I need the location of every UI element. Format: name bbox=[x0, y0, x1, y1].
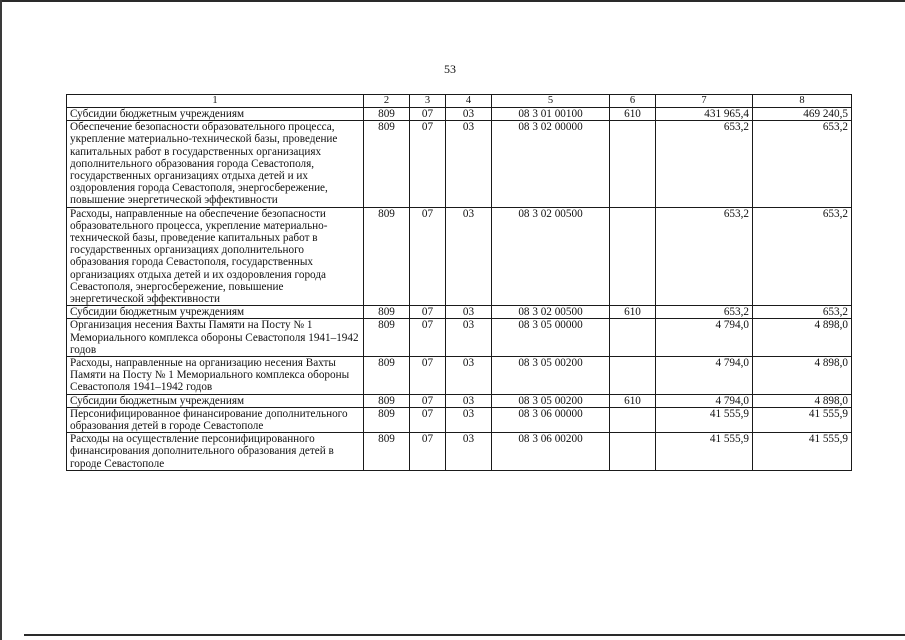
table-row bbox=[67, 306, 852, 319]
cell-ministry-code: 809 bbox=[364, 407, 410, 432]
header-col-7: 7 bbox=[656, 95, 753, 108]
cell-subsection: 03 bbox=[446, 433, 492, 471]
table-row bbox=[67, 394, 852, 407]
table-row bbox=[67, 121, 852, 207]
cell-amount-year-1: 653,2 bbox=[656, 121, 753, 207]
cell-ministry-code: 809 bbox=[364, 319, 410, 357]
cell-ministry-code: 809 bbox=[364, 357, 410, 395]
cell-expense-type bbox=[610, 357, 656, 395]
cell-target-article: 08 3 05 00000 bbox=[492, 319, 610, 357]
cell-subsection: 03 bbox=[446, 207, 492, 306]
page-number: 53 bbox=[444, 62, 456, 76]
cell-name: Расходы, направленные на организацию несения Вахты Памяти на Посту № 1 Мемориального комплекса обороны Севастополя 1941–1942 годов bbox=[67, 357, 364, 395]
table-row bbox=[67, 207, 852, 306]
cell-amount-year-1: 653,2 bbox=[656, 306, 753, 319]
cell-ministry-code: 809 bbox=[364, 121, 410, 207]
table-row bbox=[67, 108, 852, 121]
cell-expense-type: 610 bbox=[610, 108, 656, 121]
cell-section: 07 bbox=[410, 207, 446, 306]
cell-target-article: 08 3 06 00200 bbox=[492, 433, 610, 471]
cell-subsection: 03 bbox=[446, 121, 492, 207]
cell-name: Обеспечение безопасности образовательного процесса, укрепление материально-технической базы, проведение капитальных работ в государственных организациях дополнительного образования города Севастополя, государственных организациях отдыха детей и их оздоровления города Севастополя, энергосбережение, повышение энергетической эффективности bbox=[67, 121, 364, 207]
cell-target-article: 08 3 01 00100 bbox=[492, 108, 610, 121]
cell-ministry-code: 809 bbox=[364, 306, 410, 319]
cell-ministry-code: 809 bbox=[364, 394, 410, 407]
cell-section: 07 bbox=[410, 407, 446, 432]
table-row bbox=[67, 407, 852, 432]
table-row bbox=[67, 357, 852, 395]
cell-section: 07 bbox=[410, 394, 446, 407]
cell-amount-year-1: 41 555,9 bbox=[656, 433, 753, 471]
cell-amount-year-2: 653,2 bbox=[753, 207, 852, 306]
header-col-2: 2 bbox=[364, 95, 410, 108]
header-col-4: 4 bbox=[446, 95, 492, 108]
cell-subsection: 03 bbox=[446, 306, 492, 319]
scan-border-top bbox=[0, 0, 905, 2]
cell-expense-type: 610 bbox=[610, 394, 656, 407]
cell-target-article: 08 3 02 00000 bbox=[492, 121, 610, 207]
table-row bbox=[67, 433, 852, 471]
cell-section: 07 bbox=[410, 108, 446, 121]
cell-amount-year-2: 41 555,9 bbox=[753, 433, 852, 471]
cell-amount-year-1: 41 555,9 bbox=[656, 407, 753, 432]
cell-expense-type bbox=[610, 121, 656, 207]
cell-subsection: 03 bbox=[446, 407, 492, 432]
cell-name: Субсидии бюджетным учреждениям bbox=[67, 108, 364, 121]
header-col-5: 5 bbox=[492, 95, 610, 108]
cell-section: 07 bbox=[410, 306, 446, 319]
cell-section: 07 bbox=[410, 319, 446, 357]
header-col-6: 6 bbox=[610, 95, 656, 108]
cell-subsection: 03 bbox=[446, 357, 492, 395]
cell-name: Расходы, направленные на обеспечение безопасности образовательного процесса, укрепление материально-технической базы, проведение капитальных работ в государственных организациях дополнительного образования города Севастополя, государственных организациях отдыха детей и их оздоровления города Севастополя, энергосбережение, повышение энергетической эффективности bbox=[67, 207, 364, 306]
table-row bbox=[67, 319, 852, 357]
cell-expense-type bbox=[610, 207, 656, 306]
cell-amount-year-1: 431 965,4 bbox=[656, 108, 753, 121]
cell-ministry-code: 809 bbox=[364, 433, 410, 471]
cell-name: Расходы на осуществление персонифицированного финансирования дополнительного образования детей в городе Севастополе bbox=[67, 433, 364, 471]
table-header-row bbox=[67, 95, 852, 108]
cell-subsection: 03 bbox=[446, 319, 492, 357]
cell-target-article: 08 3 02 00500 bbox=[492, 207, 610, 306]
cell-amount-year-2: 4 898,0 bbox=[753, 394, 852, 407]
cell-subsection: 03 bbox=[446, 394, 492, 407]
header-col-8: 8 bbox=[753, 95, 852, 108]
cell-amount-year-2: 4 898,0 bbox=[753, 357, 852, 395]
cell-amount-year-2: 41 555,9 bbox=[753, 407, 852, 432]
cell-amount-year-2: 469 240,5 bbox=[753, 108, 852, 121]
cell-amount-year-1: 653,2 bbox=[656, 207, 753, 306]
cell-name: Субсидии бюджетным учреждениям bbox=[67, 394, 364, 407]
scan-border-bottom bbox=[24, 634, 905, 636]
cell-section: 07 bbox=[410, 433, 446, 471]
cell-ministry-code: 809 bbox=[364, 207, 410, 306]
cell-name: Субсидии бюджетным учреждениям bbox=[67, 306, 364, 319]
cell-expense-type bbox=[610, 407, 656, 432]
header-col-3: 3 bbox=[410, 95, 446, 108]
cell-expense-type: 610 bbox=[610, 306, 656, 319]
cell-subsection: 03 bbox=[446, 108, 492, 121]
cell-section: 07 bbox=[410, 121, 446, 207]
budget-table bbox=[66, 94, 852, 471]
cell-target-article: 08 3 05 00200 bbox=[492, 357, 610, 395]
cell-expense-type bbox=[610, 433, 656, 471]
cell-name: Персонифицированное финансирование дополнительного образования детей в городе Севастополе bbox=[67, 407, 364, 432]
cell-amount-year-2: 653,2 bbox=[753, 121, 852, 207]
cell-target-article: 08 3 05 00200 bbox=[492, 394, 610, 407]
cell-amount-year-2: 4 898,0 bbox=[753, 319, 852, 357]
cell-amount-year-1: 4 794,0 bbox=[656, 357, 753, 395]
cell-name: Организация несения Вахты Памяти на Посту № 1 Мемориального комплекса обороны Севастополя 1941–1942 годов bbox=[67, 319, 364, 357]
cell-section: 07 bbox=[410, 357, 446, 395]
cell-ministry-code: 809 bbox=[364, 108, 410, 121]
cell-amount-year-1: 4 794,0 bbox=[656, 394, 753, 407]
scan-border-left bbox=[0, 0, 2, 640]
cell-amount-year-1: 4 794,0 bbox=[656, 319, 753, 357]
cell-amount-year-2: 653,2 bbox=[753, 306, 852, 319]
header-col-1: 1 bbox=[67, 95, 364, 108]
cell-target-article: 08 3 02 00500 bbox=[492, 306, 610, 319]
cell-target-article: 08 3 06 00000 bbox=[492, 407, 610, 432]
cell-expense-type bbox=[610, 319, 656, 357]
